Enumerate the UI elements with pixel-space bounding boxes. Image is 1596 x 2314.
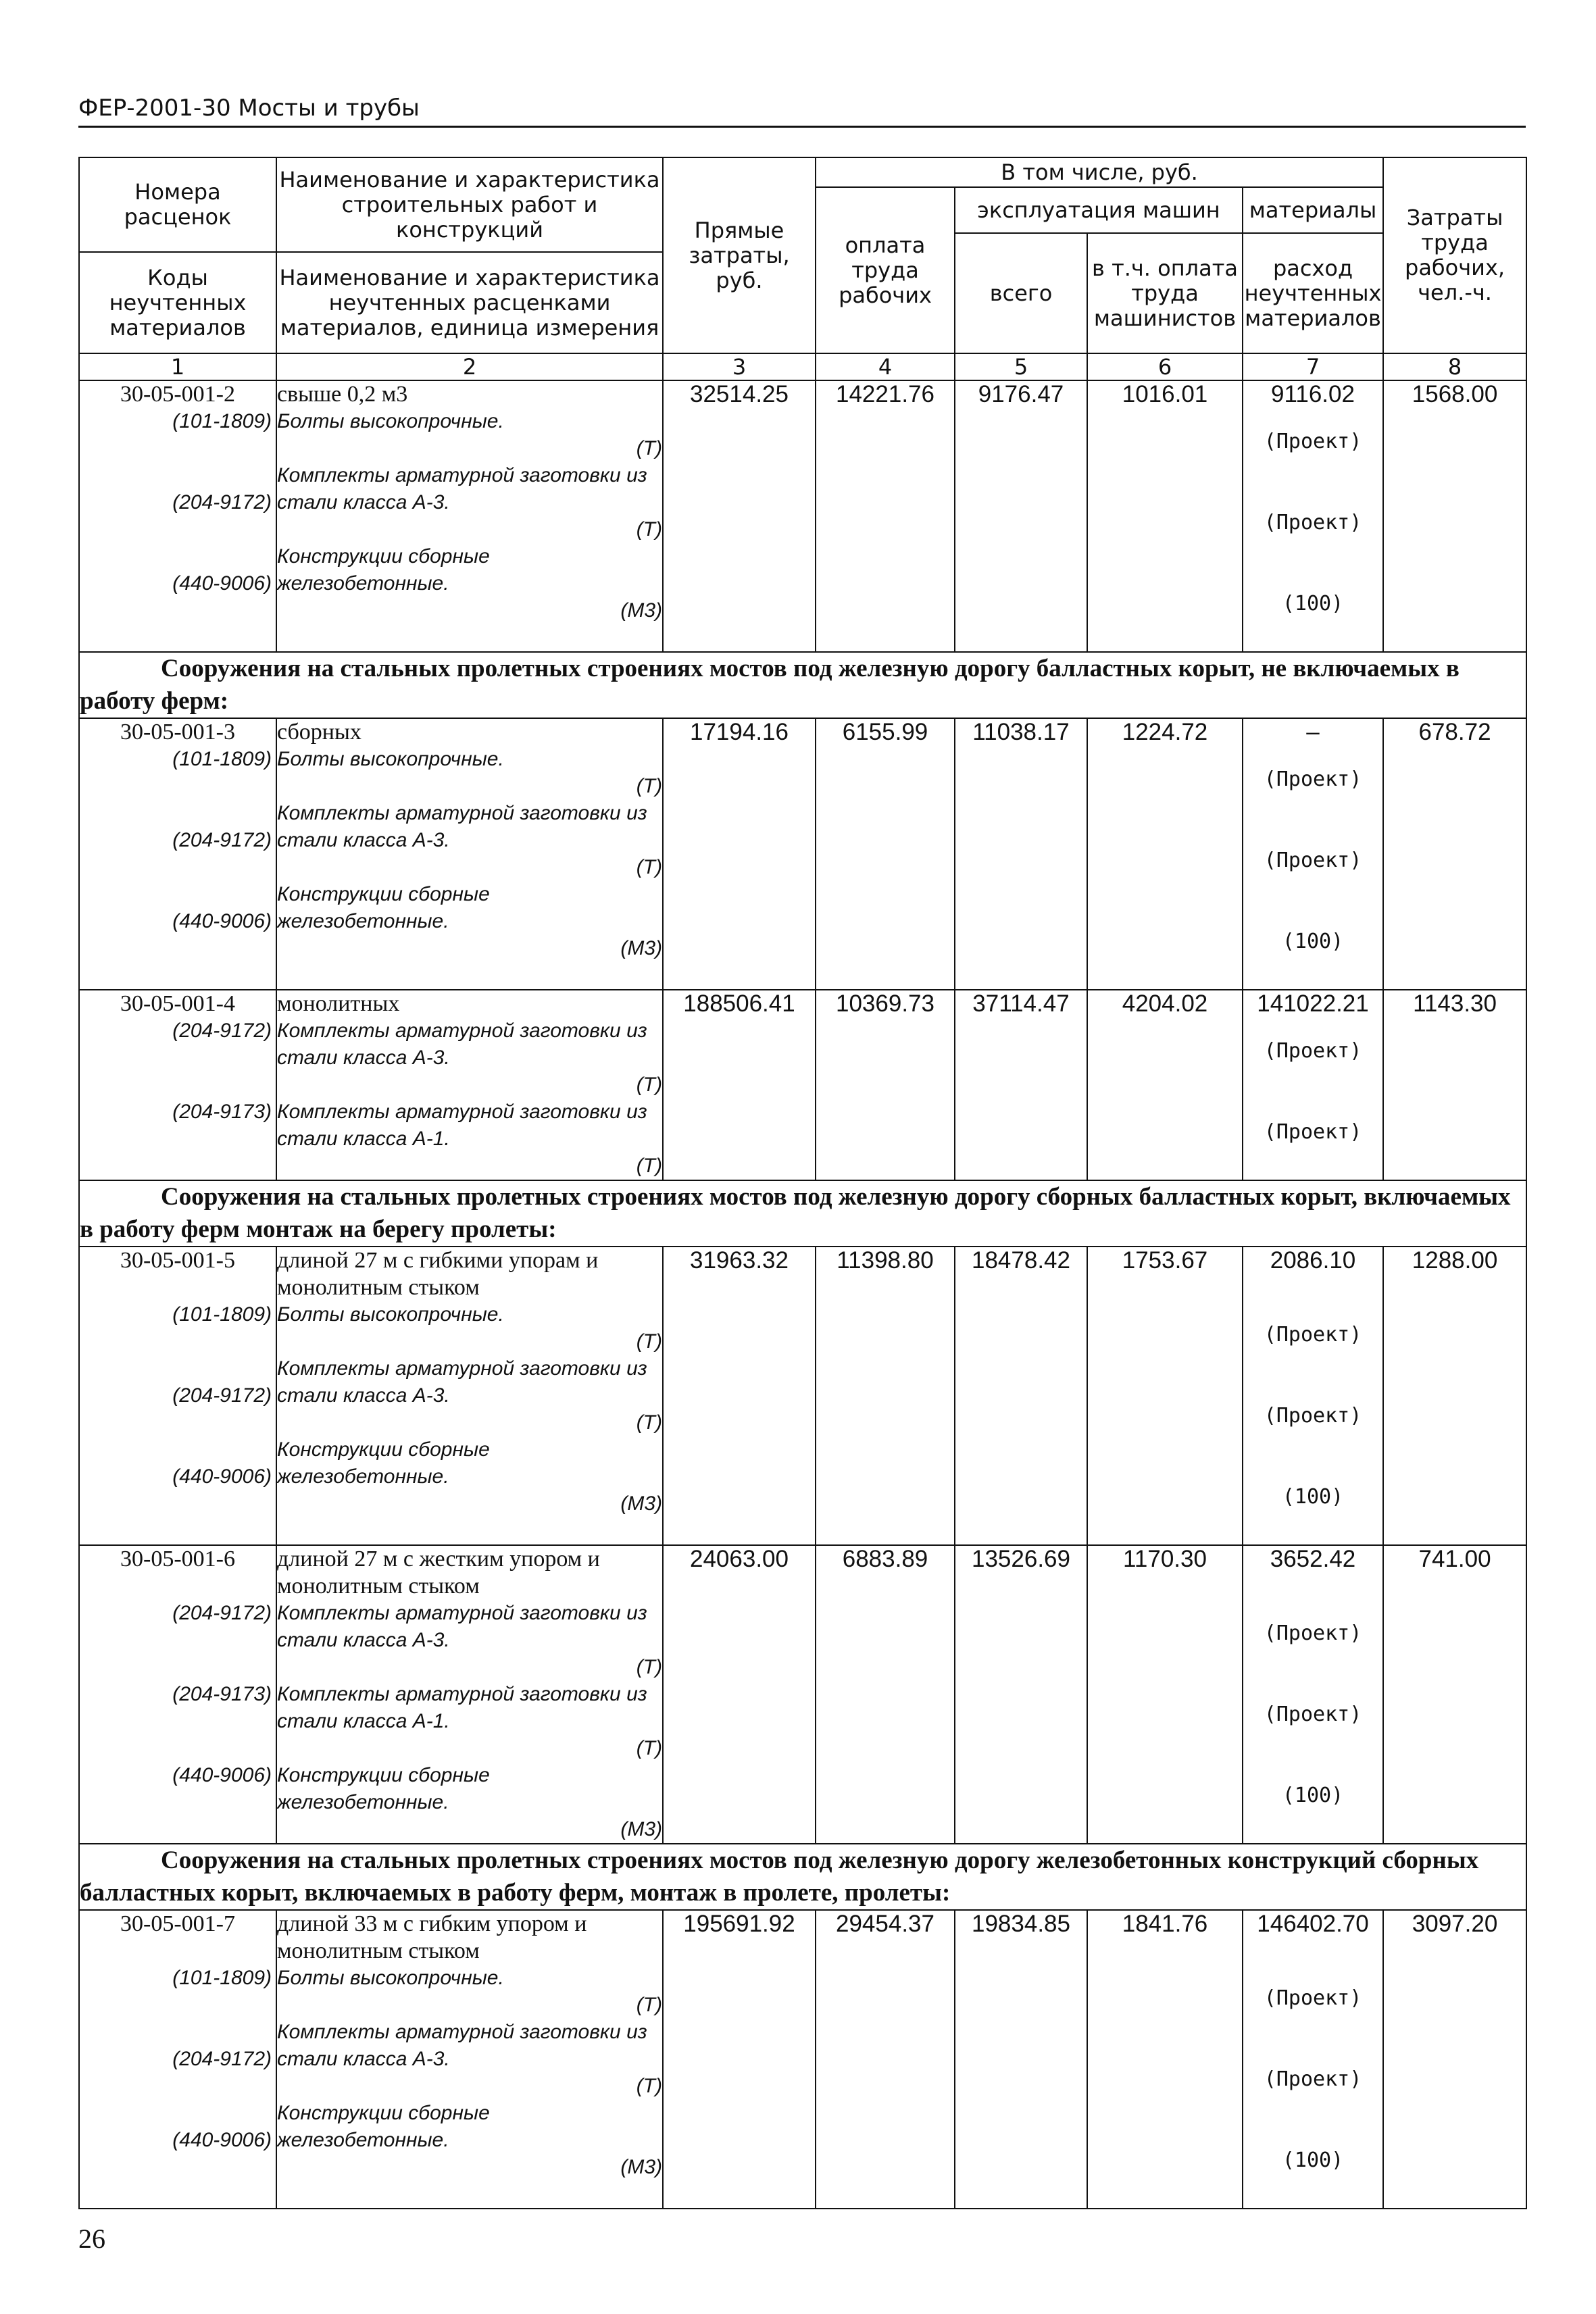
material-name: Комплекты арматурной заготовки из стали класса А-3. <box>277 464 647 513</box>
value-wages: 29454.37 <box>816 1910 955 2209</box>
material-unit: (Т) <box>636 1994 662 2016</box>
column-number: 1 <box>79 353 276 380</box>
rate-code: 30-05-001-3 <box>120 720 235 745</box>
value-direct: 188506.41 <box>663 990 816 1180</box>
material-quantity: (Проект) <box>1264 768 1362 791</box>
material-quantity: (Проект) <box>1264 430 1362 453</box>
value-machinist: 1224.72 <box>1087 718 1243 990</box>
spacer <box>80 1573 276 1600</box>
material-quantity: (Проект) <box>1264 2067 1362 2091</box>
value-labor: 3097.20 <box>1383 1910 1526 2209</box>
page-header: ФЕР-2001-30 Мосты и трубы <box>78 95 1526 128</box>
value-machinist: 4204.02 <box>1087 990 1243 1180</box>
value-machines: 19834.85 <box>955 1910 1087 2209</box>
header-machines-group: эксплуатация машин <box>955 187 1243 233</box>
material-unit: (Т) <box>636 437 662 459</box>
material-code: (204-9172) <box>172 491 272 513</box>
material-quantity: (Проект) <box>1264 1120 1362 1144</box>
value-wages: 14221.76 <box>816 380 955 652</box>
header-machinist-wages: в т.ч. оплата труда машинистов <box>1087 233 1243 353</box>
rate-name: длиной 27 м с жестким упором и монолитным стыком <box>277 1546 600 1599</box>
material-name: Конструкции сборные железобетонные. <box>277 883 490 932</box>
material-name: Конструкции сборные железобетонные. <box>277 2102 490 2151</box>
material-name: Конструкции сборные железобетонные. <box>277 1438 490 1488</box>
material-quantity: (Проект) <box>1264 1621 1362 1645</box>
material-unit: (М3) <box>620 1492 662 1515</box>
materials-value: 141022.21 <box>1257 990 1369 1017</box>
material-name: Конструкции сборные железобетонные. <box>277 545 490 595</box>
material-name: Комплекты арматурной заготовки из стали класса А-1. <box>277 1101 647 1150</box>
materials-cell <box>1243 380 1383 652</box>
value-machines: 18478.42 <box>955 1247 1087 1545</box>
rate-name: свыше 0,2 м3 <box>277 382 408 407</box>
material-code: (204-9172) <box>172 1384 272 1407</box>
section-heading: Сооружения на стальных пролетных строениях мостов под железную дорогу сборных балластных корыт, включаемых в работу ферм монтаж на берегу пролеты: <box>79 1180 1526 1247</box>
spacer <box>1243 1274 1382 1301</box>
header-including: В том числе, руб. <box>816 157 1383 187</box>
spacer <box>1243 1938 1382 1965</box>
material-quantity: (100) <box>1282 1485 1344 1509</box>
material-name: Болты высокопрочные. <box>277 1303 504 1326</box>
material-unit: (М3) <box>620 937 662 959</box>
rate-code-cell <box>79 380 276 652</box>
table-header <box>79 157 1526 353</box>
material-quantity: (100) <box>1282 1784 1344 1807</box>
value-labor: 741.00 <box>1383 1545 1526 1844</box>
value-labor: 1288.00 <box>1383 1247 1526 1545</box>
materials-value: – <box>1306 719 1320 745</box>
value-wages: 11398.80 <box>816 1247 955 1545</box>
material-quantity: (Проект) <box>1264 1703 1362 1726</box>
value-direct: 195691.92 <box>663 1910 816 2209</box>
material-code: (204-9172) <box>172 2048 272 2070</box>
rate-name: длиной 27 м с гибкими упорам и монолитным стыком <box>277 1248 599 1300</box>
material-quantity: (Проект) <box>1264 849 1362 872</box>
material-unit: (Т) <box>636 1074 662 1096</box>
value-wages: 10369.73 <box>816 990 955 1180</box>
material-name: Болты высокопрочные. <box>277 748 504 770</box>
materials-value: 3652.42 <box>1270 1546 1356 1572</box>
rate-name-cell <box>276 1910 663 2209</box>
rate-name-cell <box>276 718 663 990</box>
rates-table <box>78 157 1527 2209</box>
material-code: (101-1809) <box>172 410 272 432</box>
table-row <box>79 990 1526 1180</box>
table-row <box>79 380 1526 652</box>
material-name: Комплекты арматурной заготовки из стали класса А-3. <box>277 1020 647 1069</box>
material-unit: (Т) <box>636 1656 662 1678</box>
material-unit: (М3) <box>620 1818 662 1840</box>
value-machines: 37114.47 <box>955 990 1087 1180</box>
material-quantity: (Проект) <box>1264 1986 1362 2010</box>
rate-code-cell <box>79 1545 276 1844</box>
value-direct: 32514.25 <box>663 380 816 652</box>
table-row <box>79 718 1526 990</box>
rate-code-cell <box>79 990 276 1180</box>
rate-name-cell <box>276 1247 663 1545</box>
material-name: Болты высокопрочные. <box>277 1967 504 1989</box>
material-code: (440-9006) <box>172 1764 272 1786</box>
section-heading: Сооружения на стальных пролетных строениях мостов под железную дорогу балластных корыт, не включаемых в работу ферм: <box>79 652 1526 718</box>
materials-cell <box>1243 1545 1383 1844</box>
material-name: Комплекты арматурной заготовки из стали класса А-1. <box>277 1683 647 1732</box>
material-unit: (Т) <box>636 775 662 797</box>
header-materials-use: расход неучтенных материалов <box>1243 233 1383 353</box>
material-code: (204-9172) <box>172 1602 272 1624</box>
materials-value: 9116.02 <box>1271 381 1355 407</box>
material-unit: (Т) <box>636 518 662 540</box>
rate-code: 30-05-001-7 <box>120 1911 235 1936</box>
material-name: Комплекты арматурной заготовки из стали класса А-3. <box>277 1357 647 1407</box>
material-code: (204-9173) <box>172 1683 272 1705</box>
table-row <box>79 1910 1526 2209</box>
material-code: (440-9006) <box>172 1465 272 1488</box>
material-code: (204-9172) <box>172 829 272 851</box>
spacer <box>80 1274 276 1301</box>
material-code: (204-9173) <box>172 1101 272 1123</box>
material-code: (204-9172) <box>172 1020 272 1042</box>
page-number: 26 <box>78 2223 105 2254</box>
header-codes-bottom: Коды неучтенных материалов <box>79 252 276 353</box>
material-quantity: (100) <box>1282 592 1344 615</box>
spacer <box>80 1938 276 1965</box>
header-wages: оплата труда рабочих <box>816 187 955 353</box>
material-code: (440-9006) <box>172 2129 272 2151</box>
header-labor: Затраты труда рабочих, чел.-ч. <box>1383 157 1526 353</box>
value-machinist: 1841.76 <box>1087 1910 1243 2209</box>
material-quantity: (100) <box>1282 930 1344 953</box>
column-number: 6 <box>1087 353 1243 380</box>
spacer <box>1243 1573 1382 1600</box>
table-row <box>79 1247 1526 1545</box>
column-number: 8 <box>1383 353 1526 380</box>
material-code: (440-9006) <box>172 910 272 932</box>
material-unit: (Т) <box>636 1155 662 1177</box>
rate-name: длиной 33 м с гибким упором и монолитным стыком <box>277 1911 587 1963</box>
value-wages: 6155.99 <box>816 718 955 990</box>
materials-cell <box>1243 1247 1383 1545</box>
rate-code: 30-05-001-6 <box>120 1546 235 1571</box>
column-number: 5 <box>955 353 1087 380</box>
materials-cell <box>1243 718 1383 990</box>
value-machines: 11038.17 <box>955 718 1087 990</box>
rate-code-cell <box>79 1247 276 1545</box>
material-code: (440-9006) <box>172 572 272 595</box>
section-heading-row <box>79 1844 1526 1910</box>
rate-code: 30-05-001-4 <box>120 991 235 1016</box>
material-name: Комплекты арматурной заготовки из стали класса А-3. <box>277 802 647 851</box>
material-name: Конструкции сборные железобетонные. <box>277 1764 490 1813</box>
material-name: Комплекты арматурной заготовки из стали класса А-3. <box>277 2021 647 2070</box>
section-heading-row <box>79 652 1526 718</box>
material-quantity: (Проект) <box>1264 1323 1362 1347</box>
materials-value: 146402.70 <box>1257 1911 1369 1937</box>
column-number: 4 <box>816 353 955 380</box>
materials-cell <box>1243 1910 1383 2209</box>
section-heading-row <box>79 1180 1526 1247</box>
section-heading: Сооружения на стальных пролетных строениях мостов под железную дорогу железобетонных конструкций сборных балластных корыт, включаемых в работу ферм, монтаж в пролете, пролеты: <box>79 1844 1526 1910</box>
rate-code-cell <box>79 1910 276 2209</box>
value-labor: 1143.30 <box>1383 990 1526 1180</box>
header-name-top: Наименование и характеристика строительных работ и конструкций <box>276 157 663 252</box>
material-quantity: (Проект) <box>1264 511 1362 534</box>
material-unit: (Т) <box>636 1330 662 1353</box>
material-code: (101-1809) <box>172 748 272 770</box>
materials-cell <box>1243 990 1383 1180</box>
table-row <box>79 1545 1526 1844</box>
value-direct: 31963.32 <box>663 1247 816 1545</box>
material-quantity: (Проект) <box>1264 1039 1362 1063</box>
rate-name-cell <box>276 380 663 652</box>
material-unit: (Т) <box>636 1411 662 1434</box>
value-labor: 678.72 <box>1383 718 1526 990</box>
column-number: 3 <box>663 353 816 380</box>
material-name: Комплекты арматурной заготовки из стали класса А-3. <box>277 1602 647 1651</box>
value-machines: 9176.47 <box>955 380 1087 652</box>
material-unit: (Т) <box>636 856 662 878</box>
material-unit: (М3) <box>620 599 662 622</box>
value-machinist: 1016.01 <box>1087 380 1243 652</box>
rate-name-cell <box>276 990 663 1180</box>
material-unit: (М3) <box>620 2156 662 2178</box>
header-machines-total: всего <box>955 233 1087 353</box>
value-machinist: 1170.30 <box>1087 1545 1243 1844</box>
material-quantity: (Проект) <box>1264 1404 1362 1428</box>
material-quantity: (100) <box>1282 2148 1344 2172</box>
materials-value: 2086.10 <box>1270 1247 1356 1274</box>
rate-code: 30-05-001-2 <box>120 382 235 407</box>
value-direct: 24063.00 <box>663 1545 816 1844</box>
header-codes-top: Номера расценок <box>79 157 276 252</box>
material-code: (101-1809) <box>172 1967 272 1989</box>
rate-code: 30-05-001-5 <box>120 1248 235 1273</box>
column-number: 7 <box>1243 353 1383 380</box>
rate-name-cell <box>276 1545 663 1844</box>
material-unit: (Т) <box>636 2075 662 2097</box>
material-code: (101-1809) <box>172 1303 272 1326</box>
column-number: 2 <box>276 353 663 380</box>
material-name: Болты высокопрочные. <box>277 410 504 432</box>
value-labor: 1568.00 <box>1383 380 1526 652</box>
value-direct: 17194.16 <box>663 718 816 990</box>
rate-name: монолитных <box>277 991 400 1016</box>
value-machinist: 1753.67 <box>1087 1247 1243 1545</box>
column-numbers-row <box>79 353 1526 380</box>
material-unit: (Т) <box>636 1737 662 1759</box>
rate-name: сборных <box>277 720 361 745</box>
header-materials-group: материалы <box>1243 187 1383 233</box>
header-name-bottom: Наименование и характеристика неучтенных расценками материалов, единица измерения <box>276 252 663 353</box>
header-direct-costs: Прямые затраты, руб. <box>663 157 816 353</box>
value-wages: 6883.89 <box>816 1545 955 1844</box>
value-machines: 13526.69 <box>955 1545 1087 1844</box>
rate-code-cell <box>79 718 276 990</box>
